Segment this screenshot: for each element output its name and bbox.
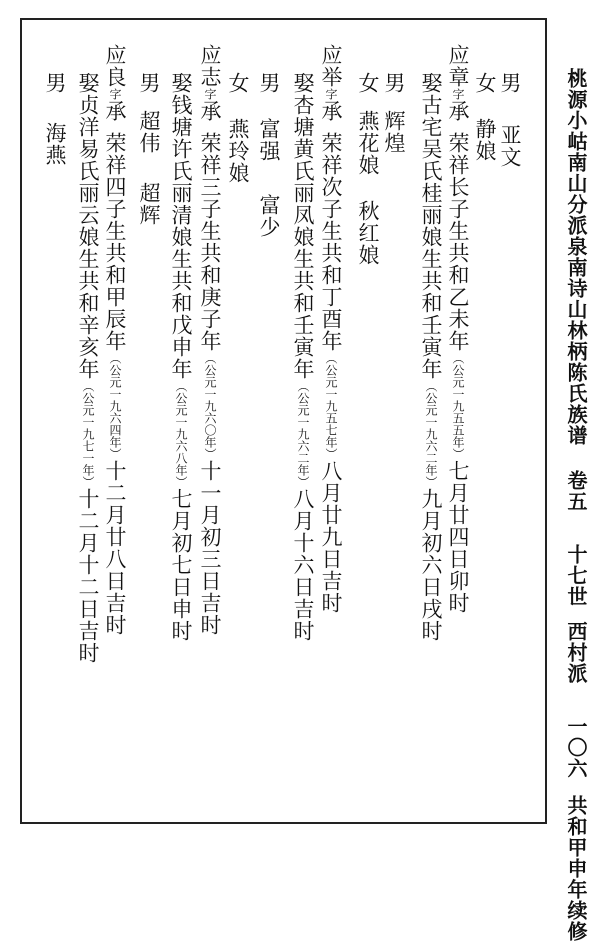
entry-column xyxy=(292,20,313,642)
entry-column xyxy=(104,20,125,636)
person-name: 辉煌 xyxy=(382,110,406,154)
birth-date: 七月初七日申时 xyxy=(169,488,193,642)
entry-column xyxy=(44,20,65,166)
spouse-text: 娶杏塘黄氏丽凤娘生共和壬寅年 xyxy=(291,72,315,380)
entry-column xyxy=(258,20,279,238)
western-year-note: （公元一九六四年） xyxy=(108,352,122,460)
birth-text: 荣祥四子生共和甲辰年 xyxy=(103,132,127,352)
person-name: 应志 xyxy=(198,44,222,88)
zi-label: 字 xyxy=(203,88,217,100)
courtesy-name: 承 xyxy=(446,100,470,122)
generation-label: 十七世 xyxy=(564,544,588,607)
courtesy-name: 承 xyxy=(198,100,222,122)
courtesy-name: 承 xyxy=(319,100,343,122)
birth-date: 十二月十二日吉时 xyxy=(76,488,100,664)
entry-column xyxy=(474,20,495,162)
relation-label: 男 xyxy=(498,72,522,94)
relation-label: 女 xyxy=(356,72,380,94)
volume-label: 卷五 xyxy=(564,470,588,512)
birth-text: 荣祥次子生共和丁酉年 xyxy=(319,132,343,352)
birth-text: 荣祥三子生共和庚子年 xyxy=(198,132,222,352)
edition-label: 共和甲申年续修 xyxy=(564,795,588,942)
birth-date: 九月初六日戌时 xyxy=(419,488,443,642)
zi-label: 字 xyxy=(451,88,465,100)
western-year-note: （公元一九五七年） xyxy=(324,352,338,460)
relation-label: 女 xyxy=(226,72,250,94)
relation-label: 男 xyxy=(382,72,406,94)
entry-column xyxy=(357,20,378,266)
margin-header xyxy=(566,68,586,942)
person-name: 富少 xyxy=(257,194,281,238)
person-name: 应章 xyxy=(446,44,470,88)
western-year-note: （公元一九五五年） xyxy=(451,352,465,460)
page-border xyxy=(20,18,547,824)
zi-label: 字 xyxy=(324,88,338,100)
person-name: 超伟 xyxy=(137,110,161,154)
person-name: 应举 xyxy=(319,44,343,88)
birth-text: 荣祥长子生共和乙未年 xyxy=(446,132,470,352)
relation-label: 女 xyxy=(473,72,497,94)
western-year-note: （公元一九六二年） xyxy=(424,380,438,488)
birth-date: 八月十六日吉时 xyxy=(291,488,315,642)
person-name: 海燕 xyxy=(43,122,67,166)
person-name: 亚文 xyxy=(498,124,522,168)
birth-date: 十二月廿八日吉时 xyxy=(103,460,127,636)
person-name: 超辉 xyxy=(137,182,161,226)
western-year-note: （公元一九六〇年） xyxy=(203,352,217,460)
branch-label: 西村派 xyxy=(564,621,588,684)
book-title: 桃源小岵南山分派泉南诗山林柄陈氏族谱 xyxy=(564,68,588,446)
person-name: 秋红娘 xyxy=(356,200,380,266)
entry-column xyxy=(447,20,468,614)
western-year-note: （公元一九六二年） xyxy=(296,380,310,488)
person-name: 静娘 xyxy=(473,118,497,162)
zi-label: 字 xyxy=(108,88,122,100)
western-year-note: （公元一九六八年） xyxy=(174,380,188,488)
person-name: 燕花娘 xyxy=(356,110,380,176)
spouse-text: 娶古宅吴氏桂丽娘生共和壬寅年 xyxy=(419,72,443,380)
entry-column xyxy=(320,20,341,614)
entry-column xyxy=(77,20,98,664)
entry-column xyxy=(227,20,248,184)
relation-label: 男 xyxy=(43,72,67,94)
person-name: 富强 xyxy=(257,118,281,162)
entry-column xyxy=(170,20,191,642)
birth-date: 十一月初三日吉时 xyxy=(198,460,222,636)
courtesy-name: 承 xyxy=(103,100,127,122)
entry-column xyxy=(420,20,441,642)
relation-label: 男 xyxy=(137,72,161,94)
relation-label: 男 xyxy=(257,72,281,94)
page-number: 一〇六 xyxy=(564,716,588,779)
spouse-text: 娶贞洋易氏丽云娘生共和辛亥年 xyxy=(76,72,100,380)
birth-date: 七月廿四日卯时 xyxy=(446,460,470,614)
person-name: 燕玲娘 xyxy=(226,118,250,184)
birth-date: 八月廿九日吉时 xyxy=(319,460,343,614)
entry-column xyxy=(499,20,520,168)
western-year-note: （公元一九七一年） xyxy=(81,380,95,488)
entry-column xyxy=(383,20,404,154)
entry-column xyxy=(138,20,159,226)
person-name: 应良 xyxy=(103,44,127,88)
spouse-text: 娶钱塘许氏丽清娘生共和戊申年 xyxy=(169,72,193,380)
entry-column xyxy=(199,20,220,636)
